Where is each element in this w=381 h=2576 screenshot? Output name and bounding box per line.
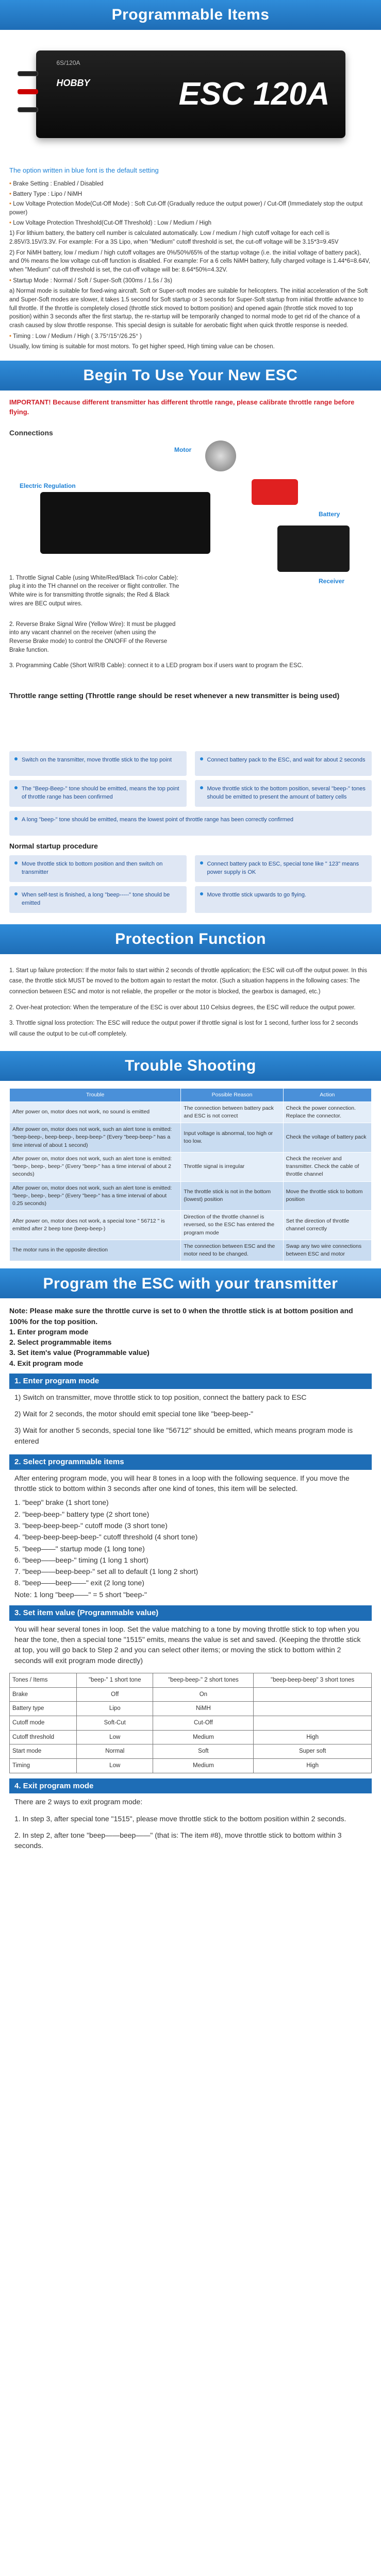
table-row: Timing Low Medium High: [10, 1759, 372, 1773]
item-cutoff-mode: • Low Voltage Protection Mode(Cut-Off Mode) : Soft Cut-Off (Gradually reduce the output power) / Cut-Off (Immediately stop the output power): [9, 201, 363, 216]
program-step-4: 4. Exit program mode: [9, 1359, 84, 1367]
protection-1: 1. Start up failure protection: If the motor fails to start within 2 seconds of throttle application; the ESC will cut-off the output power. In this: [9, 967, 367, 974]
trouble-table: [9, 1088, 372, 1262]
default-setting-note: The option written in blue font is the default setting: [9, 166, 159, 174]
table-row: Brake Off On: [10, 1687, 372, 1702]
item-timing: • Timing : Low / Medium / High ( 3.75°/15°/26.25° ): [9, 333, 142, 340]
select-item-3: 3. "beep-beep-beep-" cutoff mode (3 short tone): [14, 1521, 168, 1530]
table-row: After power on, motor does not work, no sound is emitted The connection between battery pack and ESC is not correct Check the power connection. Replace the connector.: [10, 1101, 372, 1123]
calibration-title: Throttle range setting (Throttle range should be reset whenever a new transmitter is being used): [9, 691, 340, 700]
enter-1: 1) Switch on transmitter, move throttle stick to top position, connect the battery pack to ESC: [14, 1393, 307, 1401]
trouble-section: [0, 1081, 381, 1269]
protection-banner: Protection Function: [0, 924, 381, 954]
trouble-banner: Trouble Shooting: [0, 1051, 381, 1081]
select-note: Note: 1 long "beep——" = 5 short "beep-": [14, 1590, 147, 1599]
calib-step-4: Move throttle stick to the bottom position, several "beep-" tones should be emitted to present the amount of battery cells: [195, 780, 372, 807]
exit-program-head: 4. Exit program mode: [9, 1778, 372, 1794]
lithium-note: 1) For lithium battery, the battery cell number is calculated automatically. Low / medium / high cutoff voltage for each cell is 2.85V/3.15V/3.3V. For example: For a 3S Lipo, when "Medium" cutoff threshold is set, the cut-off voltage will be 3.15*3=9.45V: [9, 230, 339, 245]
normal-startup-title: Normal startup procedure: [9, 841, 98, 850]
select-item-7: 7. "beep——beep-beep-" set all to default (1 long 2 short): [14, 1567, 198, 1576]
protection-section: [0, 954, 381, 1051]
trouble-header: Trouble: [10, 1088, 181, 1101]
esc-image: [40, 492, 210, 554]
item-startup-mode: • Startup Mode : Normal / Soft / Super-Soft (300ms / 1.5s / 3s): [9, 277, 172, 284]
action-header: Action: [283, 1088, 371, 1101]
settings-table: Tones / Items "beep-" 1 short tone "beep-beep-" 2 short tones "beep-beep-beep" 3 short tones Brake Off On Battery type Lipo NiMH Cutoff mode Soft-Cut Cut-Off Cutoff threshold Low Medium High Start mode Normal Soft Super soft Timing Low Medium High: [9, 1673, 372, 1773]
table-row: After power on, motor does not work, such an alert tone is emitted: "beep-, beep-, beep-" (Every "beep-" has a time interval of about 2 seconds) Throttle signal is irregular Check the receiver and transmitter. Check the cable of throttle channel: [10, 1152, 372, 1181]
program-step-3: 3. Set item's value (Programmable value): [9, 1348, 150, 1357]
esc-brand-label: HOBBY: [56, 78, 90, 88]
exit-text: There are 2 ways to exit program mode:: [14, 1798, 143, 1806]
exit-2: 2. In step 2, after tone "beep——beep——" (that is: The item #8), move throttle stick to bottom within 3 seconds.: [14, 1831, 342, 1850]
table-row: Cutoff mode Soft-Cut Cut-Off: [10, 1716, 372, 1730]
calib-step-5: A long "beep-" tone should be emitted, means the lowest point of throttle range has been correctly confirmed: [9, 811, 372, 836]
table-row: The motor runs in the opposite direction The connection between ESC and the motor need to be changed. Swap any two wire connections between ESC and motor: [10, 1240, 372, 1261]
motor-image: [205, 440, 236, 471]
programmable-items-banner: Programmable Items: [0, 0, 381, 30]
begin-section: [0, 391, 381, 924]
calib-step-1: Switch on the transmitter, move throttle stick to the top point: [9, 751, 187, 776]
motor-label: Motor: [174, 446, 192, 453]
set-value-head: 3. Set item value (Programmable value): [9, 1605, 372, 1621]
conn-3: 3. Programming Cable (Short W/R/B Cable): connect it to a LED program box if users want to program the ESC.: [9, 662, 304, 669]
item-brake: • Brake Setting : Enabled / Disabled: [9, 180, 104, 187]
enter-3: 3) Wait for another 5 seconds, special tone like "56712" should be emitted, which means program mode is entered: [14, 1426, 353, 1445]
esc-model-label: ESC 120A: [178, 76, 330, 112]
begin-banner: Begin To Use Your New ESC: [0, 361, 381, 391]
select-items-head: 2. Select programmable items: [9, 1454, 372, 1470]
exit-1: 1. In step 3, after special tone "1515", please move throttle stick to the bottom position within 2 seconds.: [14, 1814, 346, 1823]
protection-3b: will cause the output to be cut-off completely.: [9, 1030, 127, 1037]
conn-1: 1. Throttle Signal Cable (using White/Red/Black Tri-color Cable): plug it into the TH channel on the receiver or flight controller. The White wire is for transmitting throttle signals; the Red & Black wires are BEC output wires.: [9, 574, 179, 607]
receiver-image: [277, 526, 350, 572]
table-row: After power on, motor does not work, such an alert tone is emitted: "beep-beep-, beep-beep-, beep-beep-" (Every "beep-beep-" has a time interval of about 1 second) Input voltage is abnormal, too high or too low. Check the voltage of battery pack: [10, 1123, 372, 1153]
conn-2: 2. Reverse Brake Signal Wire (Yellow Wire): It must be plugged into any vacant channel on the receiver (when using the Reverse Brake mode) to control the ON/OFF of the Reverse Brake function.: [9, 621, 176, 653]
select-item-6: 6. "beep——beep-" timing (1 long 1 short): [14, 1555, 148, 1564]
protection-1c: connection between ESC and motor is not reliable, the propeller or the motor is blocked, the gearbox is damaged, etc.): [9, 988, 321, 995]
select-item-2: 2. "beep-beep-" battery type (2 short tone): [14, 1510, 150, 1518]
esc-product-hero: [0, 30, 381, 159]
select-item-8: 8. "beep——beep——" exit (2 long tone): [14, 1579, 144, 1587]
connection-diagram: [9, 417, 372, 747]
connections-title: Connections: [9, 428, 53, 437]
receiver-label: Receiver: [319, 577, 345, 585]
set-value-text: You will hear several tones in loop. Set the value matching to a tone by moving throttle stick to top when you hear the tone, then a special tone "1515" emits, means the value is set and saved. (Keeping the throttle stick at top, you will go back to Step 2 and you can select other items; or moving the stick to bottom within 2 seconds will exit program mode directly): [14, 1624, 361, 1665]
battery-image: [252, 479, 298, 505]
normal-step-1: Move throttle stick to bottom position and then switch on transmitter: [9, 855, 187, 882]
program-step-2: 2. Select programmable items: [9, 1338, 112, 1347]
enter-2: 2) Wait for 2 seconds, the motor should emit special tone like "beep-beep-": [14, 1410, 254, 1418]
protection-3: 3. Throttle signal loss protection: The ESC will reduce the output power if throttle signal is lost for 1 second, further loss for 2 seconds: [9, 1020, 358, 1027]
calib-step-2: Connect battery pack to the ESC, and wait for about 2 seconds: [195, 751, 372, 776]
esc-tag-label: 6S/120A: [56, 59, 80, 66]
reason-header: Possible Reason: [181, 1088, 283, 1101]
protection-1b: case, the throttle stick MUST be moved to the bottom again to restart the motor. (Such a situation happens in the following cases: The: [9, 978, 360, 985]
select-item-1: 1. "beep" brake (1 short tone): [14, 1498, 109, 1507]
program-section: [0, 1298, 381, 1861]
esc-product-image: [36, 50, 345, 138]
calib-step-3: The "Beep-Beep-" tone should be emitted, means the top point of throttle range has been confirmed: [9, 780, 187, 807]
program-banner: Program the ESC with your transmitter: [0, 1268, 381, 1298]
item-cutoff-threshold: • Low Voltage Protection Threshold(Cut-Off Threshold) : Low / Medium / High: [9, 219, 212, 226]
nimh-note: 2) For NiMH battery, low / medium / high cutoff voltages are 0%/50%/65% of the startup voltage (i.e. the initial voltage of battery pack), and 0% means the low voltage cut-off function is disabled. For example: For a 6 cells NiMH battery, fully charged voltage is 1.44*6=8.64V, when "Medium" cut-off threshold is set, the cut-off voltage will be: 8.64*50%=4.32V.: [9, 249, 371, 273]
esc-label: Electric Regulation: [20, 482, 76, 489]
normal-step-3: When self-test is finished, a long "beep-----" tone should be emitted: [9, 886, 187, 913]
programmable-items-section: [0, 159, 381, 361]
timing-note: Usually, low timing is suitable for most motors. To get higher speed, High timing value can be chosen.: [9, 344, 275, 350]
item-battery-type: • Battery Type : Lipo / NiMH: [9, 191, 82, 197]
program-step-1: 1. Enter program mode: [9, 1327, 89, 1336]
protection-2: 2. Over-heat protection: When the temperature of the ESC is over about 110 Celsius degrees, the ESC will reduce the output power.: [9, 1004, 356, 1011]
table-row: Battery type Lipo NiMH: [10, 1702, 372, 1716]
select-intro: After entering program mode, you will hear 8 tones in a loop with the following sequence. If you move the throttle stick to bottom within 3 seconds after one kind of tones, this item will be selected.: [14, 1473, 350, 1493]
important-note: IMPORTANT! Because different transmitter has different throttle range, please calibrate throttle range before flying.: [9, 398, 355, 416]
select-item-4: 4. "beep-beep-beep-beep-" cutoff threshold (4 short tone): [14, 1533, 198, 1541]
select-item-5: 5. "beep——" startup mode (1 long tone): [14, 1544, 145, 1553]
table-row: After power on, motor does not work, such an alert tone is emitted: "beep-, beep-, beep-" (Every "beep-" has a time interval of about 0.25 seconds) The throttle stick is not in the bottom (lowest) position Move the throttle stick to bottom position: [10, 1181, 372, 1211]
table-row: After power on, motor does not work, a special tone " 56712 " is emitted after 2 beep tone (beep-beep-) Direction of the throttle channel is reversed, so the ESC has entered the program mode Set the direction of throttle channel correctly: [10, 1211, 372, 1240]
table-row: Start mode Normal Soft Super soft: [10, 1744, 372, 1759]
normal-step-2: Connect battery pack to ESC, special tone like " 123" means power supply is OK: [195, 855, 372, 882]
normal-step-4: Move throttle stick upwards to go flying.: [195, 886, 372, 913]
table-row: Cutoff threshold Low Medium High: [10, 1730, 372, 1744]
program-note: Note: Please make sure the throttle curve is set to 0 when the throttle stick is at bottom position and 100% for the top position.: [9, 1307, 353, 1326]
startup-note: a) Normal mode is suitable for fixed-wing aircraft. Soft or Super-soft modes are suitable for helicopters. The initial acceleration of the Soft and Super-Soft modes are slower, it takes 1.5 second for Soft startup or 3 seconds for Super-Soft startup from initial throttle advance to full throttle. If the throttle is completely closed (throttle stick moved to bottom position) and opened again (throttle stick moved to top position) within 3 seconds after the first startup, the re-startup will be temporarily changed to normal mode to get rid of the chance of a crash caused by slow throttle response. This special design is suitable for aerobatic flight when quick throttle response is needed.: [9, 288, 368, 329]
battery-label: Battery: [319, 510, 340, 518]
enter-program-head: 1. Enter program mode: [9, 1374, 372, 1389]
